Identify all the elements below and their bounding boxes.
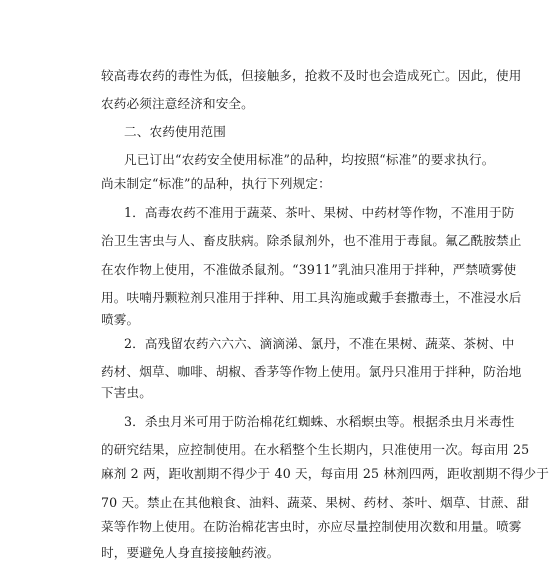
text-line: 较高毒农药的毒性为低，但接触多，抢救不及时也会造成死亡。因此，使用 (101, 68, 522, 83)
text-line: 2．高残留农药六六六、滴滴涕、氯丹，不准在果树、蔬菜、茶树、中 (124, 336, 515, 351)
text-line: 时，要避免人身直接接触药液。 (101, 545, 280, 560)
section-heading: 二、农药使用范围 (124, 124, 226, 139)
text-line: 用。呋喃丹颗粒剂只准用于拌种、用工具沟施或戴手套撒毒土，不准浸水后 (101, 290, 522, 305)
text-line: 菜等作物上使用。在防治棉花害虫时，亦应尽量控制使用次数和用量。喷雾 (101, 519, 522, 534)
text-line: 治卫生害虫与人、畜皮肤病。除杀鼠剂外，也不准用于毒鼠。氟乙酰胺禁止 (101, 233, 522, 248)
text-line: 凡已订出“农药安全使用标准”的品种，均按照“标准”的要求执行。 (124, 152, 495, 167)
text-line: 尚未制定“标准”的品种，执行下列规定： (101, 176, 331, 191)
text-line: 麻剂 2 两，距收割期不得少于 40 天，每亩用 25 林剂四两，距收割期不得少于 (101, 466, 549, 481)
text-line: 喷雾。 (101, 312, 140, 327)
text-line: 下害虫。 (101, 385, 152, 400)
text-line: 70 天。禁止在其他粮食、油料、蔬菜、果树、药材、茶叶、烟草、甘蔗、甜 (101, 495, 530, 510)
text-line: 3．杀虫月米可用于防治棉花红蜘蛛、水稻螟虫等。根据杀虫月米毒性 (124, 414, 515, 429)
text-line: 在农作物上使用，不准做杀鼠剂。“3911”乳油只准用于拌种，严禁喷雾使 (101, 262, 517, 277)
text-line: 药材、烟草、咖啡、胡椒、香茅等作物上使用。氯丹只准用于拌种，防治地 (101, 364, 522, 379)
text-line: 的研究结果，应控制使用。在水稻整个生长期内，只准使用一次。每亩用 25 (101, 442, 530, 457)
text-line: 农药必须注意经济和安全。 (101, 96, 254, 111)
text-line: 1．高毒农药不准用于蔬菜、茶叶、果树、中药材等作物，不准用于防 (124, 205, 515, 220)
